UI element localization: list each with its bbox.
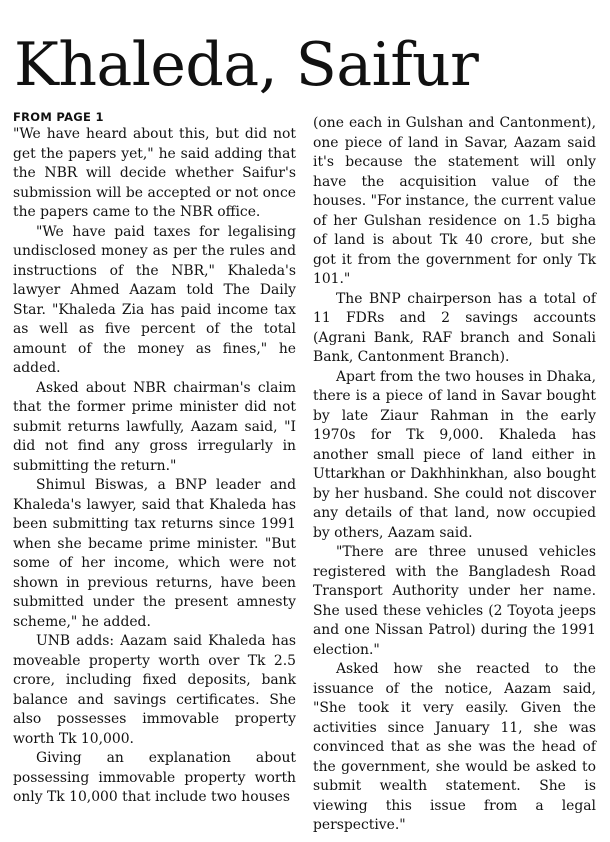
paragraph: The BNP chairperson has a total of 11 FDRs and 2 savings accounts (Agrani Bank, RAF branch and Sonali Bank, Cantonment Branch). [313, 290, 596, 365]
paragraph: Asked about NBR chairman's claim that the former prime minister did not submit returns lawfully, Aazam said, "I did not find any gross irregularly in submitting the return." [13, 379, 296, 474]
paragraph: Shimul Biswas, a BNP leader and Khaleda's lawyer, said that Khaleda has been submitting tax returns since 1991 when she became prime minister. "But some of her income, which were not shown in previous returns, have been submitted under the present amnesty scheme," he added. [13, 477, 296, 630]
paragraph: "We have heard about this, but did not get the papers yet," he said adding that the NBR will decide whether Saifur's submission will be accepted or not once the papers came to the NBR office. [13, 126, 296, 220]
paragraph: (one each in Gulshan and Cantonment), one piece of land in Savar, Aazam said it's because the statement will only have the acquisition value of the houses. "For instance, the current value of her Gulshan residence on 1.5 bigha of land is about Tk 40 crore, but she got it from the government for only Tk 101." [313, 115, 596, 287]
paragraph: Apart from the two houses in Dhaka, there is a piece of land in Savar bought by late Ziaur Rahman in the early 1970s for Tk 9,000. Khaleda has another small piece of land either in Uttarkhan or Dakhhinkhan, also bought by her husband. She could not discover any details of that land, now occupied by others, Aazam said. [313, 368, 596, 541]
right-column [313, 114, 596, 836]
headline: Khaleda, Saifur [14, 30, 479, 100]
left-column [13, 110, 296, 808]
paragraph: Asked how she reacted to the issuance of the notice, Aazam said, "She took it very easily. Given the activities since January 11, she was convinced that as she was the head of the government, she would be asked to submit wealth statement. She is viewing this issue from a legal perspective." [313, 661, 596, 833]
paragraph: Giving an explanation about possessing immovable property worth only Tk 10,000 that include two houses [13, 750, 296, 805]
kicker: FROM PAGE 1 [13, 110, 104, 124]
paragraph: "We have paid taxes for legalising undisclosed money as per the rules and instructions of the NBR," Khaleda's lawyer Ahmed Aazam told The Daily Star. "Khaleda Zia has paid income tax as well as five percent of the total amount of the money as fines," he added. [13, 223, 296, 376]
paragraph: "There are three unused vehicles registered with the Bangladesh Road Transport Authority under her name. She used these vehicles (2 Toyota jeeps and one Nissan Patrol) during the 1991 election." [313, 544, 596, 658]
paragraph: UNB adds: Aazam said Khaleda has moveable property worth over Tk 2.5 crore, including fixed deposits, bank balance and savings certificates. She also possesses immovable property worth Tk 10,000. [13, 633, 296, 747]
